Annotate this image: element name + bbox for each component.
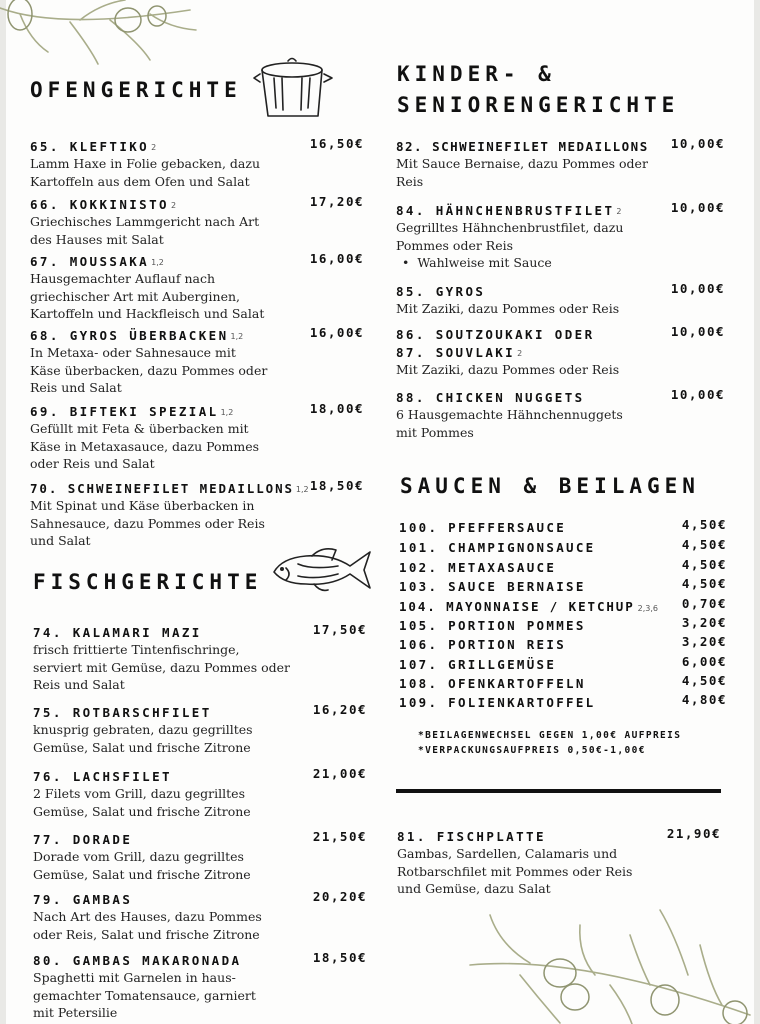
item-name: 80. GAMBAS MAKARONADA <box>33 953 242 968</box>
item-description: Mit Sauce Bernaise, dazu Pommes oder Reis <box>396 156 648 189</box>
item-description: Mit Zaziki, dazu Pommes oder Reis <box>396 362 620 377</box>
sauce-price: 4,50€ <box>681 517 727 532</box>
item-name: 85. GYROS <box>396 284 486 299</box>
item-price: 10,00€ <box>670 324 725 339</box>
sauce-price: 4,50€ <box>681 537 727 552</box>
sauce-name: 109. FOLIENKARTOFFEL <box>399 695 596 710</box>
item-price: 18,50€ <box>312 950 367 965</box>
menu-item-dorade <box>33 829 367 883</box>
sauce-name: 105. PORTION POMMES <box>399 618 586 633</box>
sauce-name: 108. OFENKARTOFFELN <box>399 676 586 691</box>
sauce-name: 107. GRILLGEMÜSE <box>399 657 557 672</box>
sauce-item <box>399 596 727 615</box>
item-name-alt: 87. SOUVLAKI <box>396 345 516 360</box>
allergen-note: 2 <box>170 201 177 210</box>
allergen-note: 1,2 <box>220 408 234 417</box>
menu-item-gambas <box>33 889 367 943</box>
item-description: Gambas, Sardellen, Calamaris und Rotbarschfilet mit Pommes oder Reis und Gemüse, dazu Salat <box>397 846 633 896</box>
sauce-price: 6,00€ <box>681 654 727 669</box>
note-beilagenwechsel: *BEILAGENWECHSEL GEGEN 1,00€ AUFPREIS <box>418 730 682 741</box>
item-name: 69. BIFTEKI SPEZIAL <box>30 404 219 419</box>
section-title-kinder-line2: SENIORENGERICHTE <box>397 93 680 117</box>
allergen-note: 1,2 <box>230 332 244 341</box>
item-price: 16,00€ <box>309 325 364 340</box>
item-name: 68. GYROS ÜBERBACKEN <box>30 328 229 343</box>
item-price: 10,00€ <box>670 136 725 151</box>
sauce-name: 102. METAXASAUCE <box>399 560 557 575</box>
page-edge-right <box>754 0 760 1024</box>
allergen-note: 1,2 <box>151 258 164 267</box>
sauce-price: 4,50€ <box>681 673 727 688</box>
sauce-item <box>399 634 727 653</box>
section-title-ofengerichte: OFENGERICHTE <box>30 78 242 102</box>
item-name: 70. SCHWEINEFILET MEDAILLONS <box>30 481 294 496</box>
item-description: Mit Zaziki, dazu Pommes oder Reis <box>396 301 620 316</box>
item-price: 21,00€ <box>312 766 367 781</box>
menu-item-gambas-makaronada <box>33 950 367 1022</box>
item-description: Lamm Haxe in Folie gebacken, dazu Kartoffeln aus dem Ofen und Salat <box>30 156 261 189</box>
item-description: Spaghetti mit Garnelen in haus- gemachter Tomatensauce, garniert mit Petersilie <box>33 970 256 1020</box>
menu-item-rotbarschfilet <box>33 702 367 756</box>
item-description: Gegrilltes Hähnchenbrustfilet, dazu Pommes oder Reis <box>396 220 624 253</box>
menu-item-kleftiko <box>30 136 364 190</box>
item-name: 81. FISCHPLATTE <box>397 829 546 844</box>
menu-item-kinder-schweinefilet <box>396 136 725 190</box>
allergen-note: 2 <box>151 143 157 152</box>
sauce-item <box>399 557 727 576</box>
sauce-item <box>399 692 727 711</box>
item-name: 86. SOUTZOUKAKI ODER <box>396 327 595 342</box>
menu-item-bifteki-spezial <box>30 401 364 473</box>
item-price: 17,50€ <box>312 622 367 637</box>
sauce-item <box>399 615 727 634</box>
item-description: 6 Hausgemachte Hähnchennuggets mit Pommes <box>396 407 623 440</box>
item-description: Gefüllt mit Feta & überbacken mit Käse in Metaxasauce, dazu Pommes oder Reis und Salat <box>30 421 260 471</box>
item-description: Dorade vom Grill, dazu gegrilltes Gemüse, Salat und frische Zitrone <box>33 849 251 882</box>
menu-item-lachsfilet <box>33 766 367 820</box>
item-description: Griechisches Lammgericht nach Art des Hauses mit Salat <box>30 214 260 247</box>
item-price: 10,00€ <box>670 200 725 215</box>
item-name: 66. KOKKINISTO <box>30 197 169 212</box>
sauce-item <box>399 673 727 692</box>
allergen-note: 2 <box>517 349 523 358</box>
section-title-fischgerichte: FISCHGERICHTE <box>33 570 263 594</box>
menu-item-schweinefilet-medaillons <box>30 478 364 550</box>
item-description: In Metaxa- oder Sahnesauce mit Käse überbacken, dazu Pommes oder Reis und Salat <box>30 345 268 395</box>
item-price: 18,00€ <box>309 401 364 416</box>
item-description: knusprig gebraten, dazu gegrilltes Gemüse, Salat und frische Zitrone <box>33 722 253 755</box>
allergen-note: 2 <box>616 207 622 216</box>
item-price: 16,50€ <box>309 136 364 151</box>
item-description: Nach Art des Hauses, dazu Pommes oder Reis, Salat und frische Zitrone <box>33 909 262 942</box>
page-edge-left <box>0 0 6 1024</box>
item-option-bullet: • Wahlweise mit Sauce <box>396 254 725 272</box>
sauce-item <box>399 537 727 556</box>
section-title-kinder-line1: KINDER- & <box>397 62 556 86</box>
sauce-price: 4,50€ <box>681 557 727 572</box>
item-price: 16,20€ <box>312 702 367 717</box>
item-price: 10,00€ <box>670 281 725 296</box>
sauce-price: 3,20€ <box>681 634 727 649</box>
section-title-saucen: SAUCEN & BEILAGEN <box>400 474 700 498</box>
item-price: 10,00€ <box>670 387 725 402</box>
section-divider <box>396 789 721 793</box>
item-name: 77. DORADE <box>33 832 133 847</box>
sauce-name: 101. CHAMPIGNONSAUCE <box>399 540 596 555</box>
note-verpackungsaufpreis: *VERPACKUNGSAUFPREIS 0,50€-1,00€ <box>418 745 646 756</box>
menu-item-moussaka <box>30 251 364 323</box>
menu-item-kalamari-mazi <box>33 622 367 694</box>
item-name: 88. CHICKEN NUGGETS <box>396 390 585 405</box>
sauce-name: 103. SAUCE BERNAISE <box>399 579 586 594</box>
item-name: 76. LACHSFILET <box>33 769 172 784</box>
olive-branch-icon <box>0 0 200 70</box>
menu-item-fischplatte <box>397 826 721 898</box>
allergen-note: 2,3,6 <box>637 604 659 613</box>
menu-item-kokkinisto <box>30 194 364 248</box>
cooking-pot-icon <box>252 52 334 124</box>
item-name: 79. GAMBAS <box>33 892 133 907</box>
item-price: 21,90€ <box>666 826 721 841</box>
item-price: 20,20€ <box>312 889 367 904</box>
item-price: 18,50€ <box>309 478 364 493</box>
item-description: Mit Spinat und Käse überbacken in Sahnesauce, dazu Pommes oder Reis und Salat <box>30 498 265 548</box>
olive-branch-icon <box>460 905 756 1024</box>
menu-item-kinder-gyros <box>396 281 725 318</box>
menu-item-gyros-ueberbacken <box>30 325 364 397</box>
item-name: 74. KALAMARI MAZI <box>33 625 202 640</box>
sauce-price: 3,20€ <box>681 615 727 630</box>
sauce-item <box>399 576 727 595</box>
item-name: 75. ROTBARSCHFILET <box>33 705 212 720</box>
item-description: Hausgemachter Auflauf nach griechischer Art mit Auberginen, Kartoffeln und Hackfleisch und Salat <box>30 271 265 321</box>
sauce-name: 106. PORTION REIS <box>399 637 567 652</box>
item-name: 65. KLEFTIKO <box>30 139 150 154</box>
sauce-name: 104. MAYONNAISE / KETCHUP <box>399 599 635 614</box>
sauce-price: 4,50€ <box>681 576 727 591</box>
sauce-price: 0,70€ <box>681 596 727 611</box>
sauce-name: 100. PFEFFERSAUCE <box>399 520 567 535</box>
sauce-item <box>399 517 727 536</box>
item-price: 21,50€ <box>312 829 367 844</box>
item-description: 2 Filets vom Grill, dazu gegrilltes Gemüse, Salat und frische Zitrone <box>33 786 251 819</box>
menu-item-soutzoukaki-souvlaki <box>396 324 725 379</box>
item-price: 16,00€ <box>309 251 364 266</box>
item-description: frisch frittierte Tintenfischringe, serviert mit Gemüse, dazu Pommes oder Reis und Salat <box>33 642 290 692</box>
menu-item-chicken-nuggets <box>396 387 725 441</box>
item-price: 17,20€ <box>309 194 364 209</box>
item-name: 67. MOUSSAKA <box>30 254 150 269</box>
sauce-item <box>399 654 727 673</box>
sauce-price: 4,80€ <box>681 692 727 707</box>
allergen-note: 1,2 <box>295 485 309 494</box>
item-name: 84. HÄHNCHENBRUSTFILET <box>396 203 615 218</box>
menu-item-haehnchenbrustfilet <box>396 200 725 272</box>
fish-icon <box>272 546 374 592</box>
item-name: 82. SCHWEINEFILET MEDAILLONS <box>396 139 649 154</box>
